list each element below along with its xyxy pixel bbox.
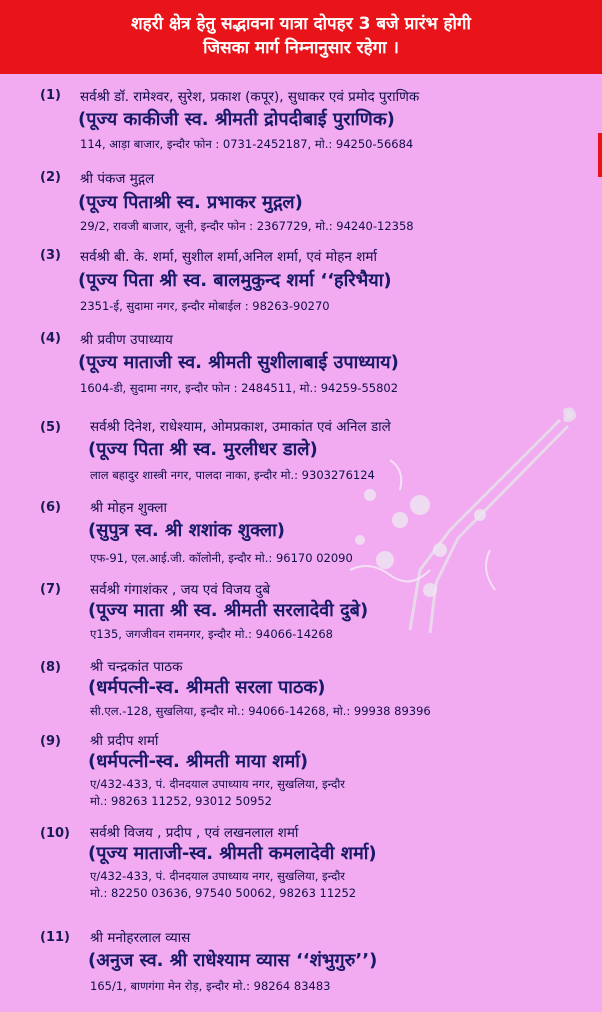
entry-address: ए/432-433, पं. दीनदयाल उपाध्याय नगर, सुखलिया, इन्दौर (90, 777, 345, 791)
entry-honoree: (पूज्य पिता श्री स्व. मुरलीधर डाले) (88, 439, 318, 460)
entry-address: 29/2, रावजी बाजार, जूनी, इन्दौर फोन : 2367729, मो.: 94240-12358 (80, 219, 414, 233)
entry-honoree: (पूज्य काकीजी स्व. श्रीमती द्रोपदीबाई पुराणिक) (78, 109, 395, 130)
entry-names: सर्वश्री विजय , प्रदीप , एवं लखनलाल शर्मा (90, 825, 299, 841)
header-banner (0, 0, 602, 74)
entry-address: 2351-ई, सुदामा नगर, इन्दौर मोबाईल : 98263-90270 (80, 299, 330, 313)
entry-number: (1) (40, 88, 61, 103)
entry-number: (9) (40, 734, 61, 749)
entry-names: सर्वश्री दिनेश, राधेश्याम, ओमप्रकाश, उमाकांत एवं अनिल डाले (90, 419, 391, 435)
entry-number: (2) (40, 170, 61, 185)
entry-number: (11) (40, 930, 70, 945)
entry-honoree: (सुपुत्र स्व. श्री शशांक शुक्ला) (88, 520, 285, 541)
entry-honoree: (पूज्य पिता श्री स्व. बालमुकुन्द शर्मा ‘‘हरिभैया) (78, 270, 392, 291)
entry-names: श्री प्रवीण उपाध्याय (80, 332, 173, 348)
entry-names: श्री पंकज मुद्गल (80, 171, 155, 187)
entry-names: श्री मोहन शुक्ला (90, 500, 168, 516)
entry-names: श्री मनोहरलाल व्यास (90, 930, 191, 946)
entry-number: (5) (40, 420, 61, 435)
side-accent (598, 133, 602, 177)
entry-number: (6) (40, 500, 61, 515)
entry-honoree: (अनुज स्व. श्री राधेश्याम व्यास ‘‘शंभुगुरु’’) (88, 950, 378, 971)
entry-address: सी.एल.-128, सुखलिया, इन्दौर मो.: 94066-14268, मो.: 99938 89396 (90, 704, 431, 718)
entry-honoree: (धर्मपत्नी-स्व. श्रीमती माया शर्मा) (88, 751, 309, 772)
entry-names: सर्वश्री डॉ. रामेश्वर, सुरेश, प्रकाश (कपूर), सुधाकर एवं प्रमोद पुराणिक (80, 89, 420, 105)
entry-honoree: (पूज्य माताजी-स्व. श्रीमती कमलादेवी शर्मा) (88, 843, 377, 864)
entry-phone: मो.: 98263 11252, 93012 50952 (90, 794, 272, 808)
banner-line-2: जिसका मार्ग निम्नानुसार रहेगा । (203, 38, 399, 58)
entry-honoree: (पूज्य पिताश्री स्व. प्रभाकर मुद्गल) (78, 192, 303, 213)
entry-address: 1604-डी, सुदामा नगर, इन्दौर फोन : 2484511, मो.: 94259-55802 (80, 381, 399, 395)
banner-line-1: शहरी क्षेत्र हेतु सद्भावना यात्रा दोपहर 3 बजे प्रारंभ होगी (131, 14, 471, 34)
entry-names: सर्वश्री गंगाशंकर , जय एवं विजय दुबे (90, 582, 271, 598)
entry-address: एफ-91, एल.आई.जी. कॉलोनी, इन्दौर मो.: 96170 02090 (90, 551, 353, 565)
entry-address: 165/1, बाणगंगा मेन रोड़, इन्दौर मो.: 98264 83483 (90, 979, 331, 993)
entry-names: सर्वश्री बी. के. शर्मा, सुशील शर्मा,अनिल शर्मा, एवं मोहन शर्मा (80, 249, 377, 265)
entry-number: (8) (40, 660, 61, 675)
entry-number: (10) (40, 826, 70, 841)
entry-address: लाल बहादुर शास्त्री नगर, पालदा नाका, इन्दौर मो.: 9303276124 (90, 468, 375, 482)
entry-address: ए/432-433, पं. दीनदयाल उपाध्याय नगर, सुखलिया, इन्दौर (90, 869, 345, 883)
entry-address: ए135, जगजीवन रामनगर, इन्दौर मो.: 94066-14268 (90, 627, 334, 641)
entry-number: (3) (40, 248, 61, 263)
entry-honoree: (धर्मपत्नी-स्व. श्रीमती सरला पाठक) (88, 677, 326, 698)
entry-number: (7) (40, 582, 61, 597)
entry-names: श्री चन्द्रकांत पाठक (90, 659, 183, 675)
entry-honoree: (पूज्य माताजी स्व. श्रीमती सुशीलाबाई उपाध्याय) (78, 352, 399, 373)
entry-names: श्री प्रदीप शर्मा (90, 733, 159, 749)
entry-honoree: (पूज्य माता श्री स्व. श्रीमती सरलादेवी दुबे) (88, 600, 369, 621)
entry-phone: मो.: 82250 03636, 97540 50062, 98263 11252 (90, 886, 357, 900)
candle-flower-illustration (330, 400, 600, 660)
entry-number: (4) (40, 331, 61, 346)
entry-address: 114, आड़ा बाजार, इन्दौर फोन : 0731-2452187, मो.: 94250-56684 (80, 137, 414, 151)
